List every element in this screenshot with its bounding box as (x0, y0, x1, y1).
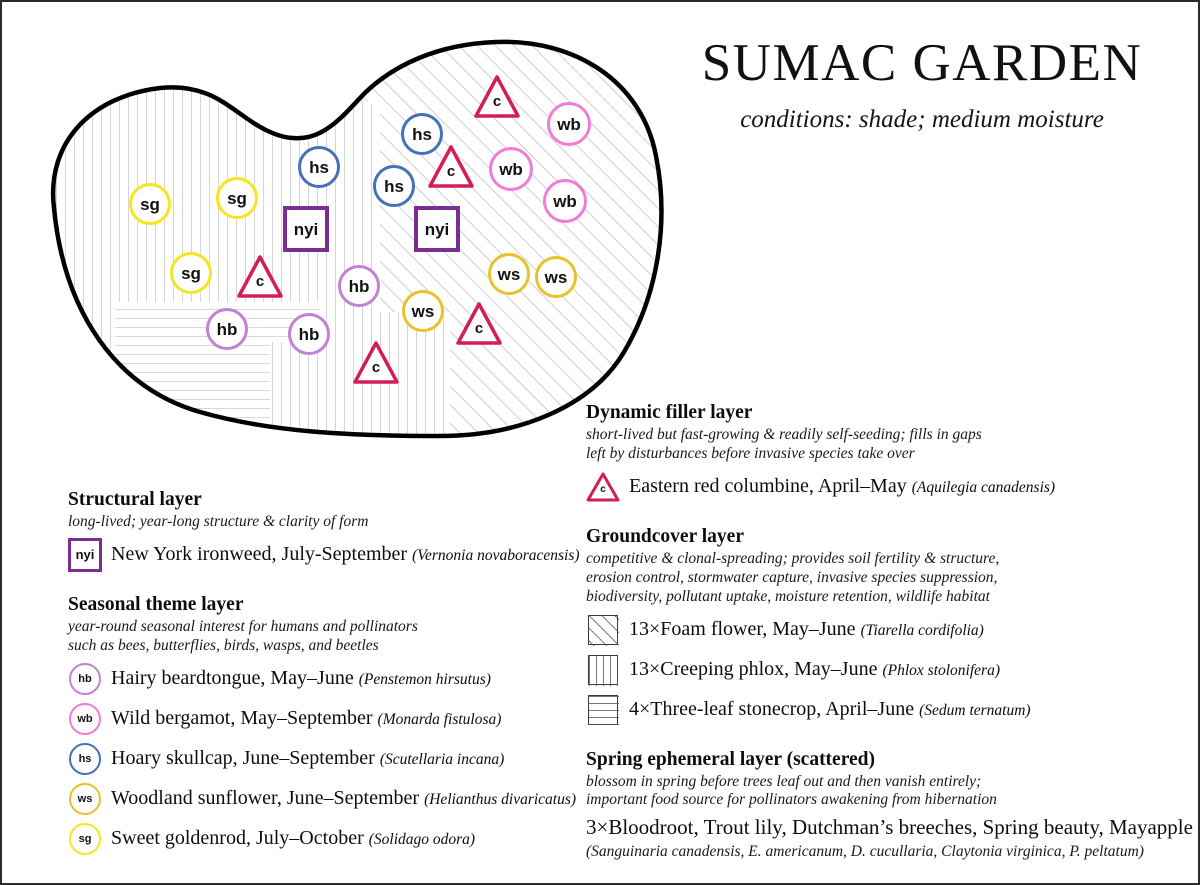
plant-common-name: New York ironweed, July-September (111, 543, 408, 566)
legend-entry-text (629, 475, 1055, 498)
marker-label: nyi (293, 219, 319, 239)
plant-scientific-name: (Solidago odora) (368, 831, 476, 849)
marker-label: hb (348, 276, 370, 296)
plant-quantity: 13× (629, 618, 661, 641)
desc-line: competitive & clonal-spreading; provides soil fertility & structure, (586, 549, 1000, 567)
legend-entry-text (111, 543, 580, 566)
plan-marker-hb[interactable] (206, 308, 248, 350)
marker-label: sg (181, 263, 201, 283)
plan-marker-sg[interactable] (170, 252, 212, 294)
legend-entry-new-york-ironweed[interactable] (68, 538, 580, 572)
desc-line: short-lived but fast-growing & readily self-seeding; fills in gaps (586, 426, 982, 443)
plant-common-name: Foam flower, May–June (660, 618, 856, 641)
swatch-sg-circle (68, 822, 102, 856)
section-title-groundcover: Groundcover layer (586, 525, 744, 547)
vertical-lines-icon (589, 656, 619, 686)
plan-marker-c[interactable] (236, 253, 284, 301)
marker-label: c (371, 359, 381, 376)
triangle-shape (236, 253, 284, 301)
marker-label: ws (411, 301, 435, 321)
plant-scientific-name: (Tiarella cordifolia) (860, 622, 984, 640)
plant-scientific-name: (Vernonia novaboracensis) (412, 547, 580, 565)
plan-marker-wb[interactable] (543, 179, 587, 223)
plan-marker-hb[interactable] (338, 265, 380, 307)
triangle-shape (473, 73, 521, 121)
bed-outline-svg (20, 12, 680, 462)
groundcover-entry-list (586, 613, 1186, 727)
swatch-pattern-horizontal (586, 693, 620, 727)
horizontal-lines-icon (589, 696, 619, 726)
plant-quantity: 4× (629, 698, 651, 721)
page-title: SUMAC GARDEN (701, 34, 1143, 92)
swatch-code: hb (78, 672, 92, 685)
section-desc-seasonal (68, 618, 568, 656)
plan-marker-c[interactable] (473, 73, 521, 121)
plant-common-name: Eastern red columbine, April–May (629, 475, 907, 498)
plan-marker-hs[interactable] (298, 146, 340, 188)
legend-entry-text (111, 667, 491, 690)
plan-marker-wb[interactable] (489, 147, 533, 191)
legend-spacer (586, 727, 1186, 749)
legend-entry-text (111, 707, 501, 730)
legend-entry-text (629, 698, 1031, 721)
legend-entry-text (629, 658, 1000, 681)
plan-marker-c[interactable] (427, 143, 475, 191)
legend-entry-sg[interactable] (68, 822, 568, 856)
plan-marker-wb[interactable] (547, 102, 591, 146)
legend-entry-wb[interactable] (68, 702, 568, 736)
spring-ephemeral-scientific-names: (Sanguinaria canadensis, E. americanum, D. cucullaria, Claytonia virginica, P. peltatum) (586, 843, 1144, 861)
desc-line: important food source for pollinators awakening from hibernation (586, 791, 997, 809)
section-desc-groundcover (586, 550, 1186, 607)
marker-label: hb (216, 319, 238, 339)
legend-entry-text (111, 827, 475, 850)
plant-common-name: Sweet goldenrod, July–October (111, 827, 364, 850)
plan-marker-sg[interactable] (216, 177, 258, 219)
plan-marker-ws[interactable] (402, 290, 444, 332)
plan-marker-hb[interactable] (288, 313, 330, 355)
legend-entry-text (111, 787, 576, 810)
legend-spacer (68, 572, 568, 594)
plant-scientific-name: (Monarda fistulosa) (377, 711, 502, 729)
legend-section-dynamic (586, 402, 1186, 504)
swatch-ironweed-square (68, 538, 102, 572)
triangle-shape (352, 339, 400, 387)
section-title-spring-ephemeral: Spring ephemeral layer (scattered) (586, 748, 876, 770)
title-block (662, 36, 1182, 134)
marker-label: c (492, 93, 502, 110)
desc-line: year-round seasonal interest for humans and pollinators (68, 617, 418, 635)
marker-label: c (474, 320, 484, 337)
triangle-shape (427, 143, 475, 191)
swatch-hs-circle (68, 742, 102, 776)
swatch-code: wb (77, 712, 93, 725)
marker-label: hs (384, 176, 404, 196)
diagonal-hatch-icon (589, 616, 619, 646)
plant-common-name: Hoary skullcap, June–September (111, 747, 375, 770)
swatch-wb-circle (68, 702, 102, 736)
plan-marker-c[interactable] (352, 339, 400, 387)
swatch-code: hs (78, 752, 92, 765)
section-title-dynamic: Dynamic filler layer (586, 402, 753, 423)
desc-line: blossom in spring before trees leaf out and then vanish entirely; (586, 772, 982, 790)
legend-spacer (586, 504, 1186, 526)
swatch-ws-circle (68, 782, 102, 816)
plan-marker-nyi[interactable] (283, 206, 329, 252)
legend-section-groundcover (586, 526, 1186, 727)
marker-label: wb (499, 159, 523, 179)
plant-common-name: Hairy beardtongue, May–June (111, 667, 354, 690)
plant-common-name: Woodland sunflower, June–September (111, 787, 420, 810)
swatch-code: nyi (75, 547, 95, 563)
swatch-code: sg (78, 832, 92, 845)
legend-section-seasonal (68, 593, 577, 856)
swatch-pattern-diagonal (586, 613, 620, 647)
plan-marker-hs[interactable] (373, 165, 415, 207)
plant-quantity: 13× (629, 658, 661, 681)
plant-scientific-name: (Phlox stolonifera) (882, 662, 1000, 680)
garden-conditions: conditions: shade; medium moisture (740, 105, 1104, 133)
swatch-columbine-triangle (586, 470, 620, 504)
legend-entry-groundcover[interactable] (586, 613, 1186, 647)
legend-entry-ws[interactable] (68, 782, 577, 816)
plant-scientific-name: (Helianthus divaricatus) (424, 791, 577, 809)
plan-marker-c[interactable] (455, 300, 503, 348)
section-desc-dynamic (586, 426, 1186, 464)
legend-section-structural (68, 489, 580, 572)
plant-common-name: Creeping phlox, May–June (660, 658, 878, 681)
plan-marker-sg[interactable] (129, 183, 171, 225)
section-desc-spring (586, 773, 1186, 811)
legend-entry-text (111, 747, 504, 770)
plan-marker-ws[interactable] (488, 253, 530, 295)
marker-label: hb (298, 324, 320, 344)
swatch-pattern-vertical (586, 653, 620, 687)
legend-section-spring (586, 748, 1193, 862)
section-desc-structural (68, 513, 568, 532)
desc-line: such as bees, butterflies, birds, wasps, and beetles (68, 636, 379, 654)
marker-label: c (255, 273, 265, 290)
legend-right-column (586, 402, 1193, 861)
legend-entry-groundcover[interactable] (586, 693, 1186, 727)
legend-entry-text (629, 618, 984, 641)
garden-bed-plan (20, 12, 680, 462)
legend-entry-hb[interactable] (68, 662, 568, 696)
desc-line: erosion control, stormwater capture, invasive species suppression, (586, 568, 998, 586)
swatch-code: c (600, 483, 606, 495)
marker-label: ws (497, 264, 521, 284)
marker-label: ws (544, 267, 568, 287)
marker-label: sg (227, 188, 247, 208)
plant-scientific-name: (Sedum ternatum) (919, 702, 1031, 720)
spring-ephemeral-species-list: 3×Bloodroot, Trout lily, Dutchman’s breeches, Spring beauty, Mayapple (586, 815, 1193, 840)
triangle-shape (455, 300, 503, 348)
swatch-code: ws (77, 792, 93, 805)
plant-scientific-name: (Scutellaria incana) (379, 751, 505, 769)
swatch-hb-circle (68, 662, 102, 696)
seasonal-entry-list (68, 662, 577, 856)
plan-marker-ws[interactable] (535, 256, 577, 298)
marker-label: nyi (424, 219, 450, 239)
marker-label: hs (412, 124, 432, 144)
marker-label: sg (140, 194, 160, 214)
desc-line: long-lived; year-long structure & clarity of form (68, 513, 369, 530)
plan-marker-nyi[interactable] (414, 206, 460, 252)
plant-common-name: Three-leaf stonecrop, April–June (650, 698, 915, 721)
legend-entry-hs[interactable] (68, 742, 568, 776)
legend-left-column (68, 489, 580, 856)
desc-line: left by disturbances before invasive species take over (586, 444, 915, 462)
legend-entry-groundcover[interactable] (586, 653, 1186, 687)
section-title-seasonal: Seasonal theme layer (68, 593, 244, 615)
marker-label: c (446, 163, 456, 180)
desc-line: biodiversity, pollutant uptake, moisture retention, wildlife habitat (586, 587, 990, 605)
marker-label: hs (309, 157, 329, 177)
plant-scientific-name: (Aquilegia canadensis) (911, 479, 1056, 497)
plant-scientific-name: (Penstemon hirsutus) (358, 671, 491, 689)
plant-common-name: Wild bergamot, May–September (111, 707, 373, 730)
marker-label: wb (553, 191, 577, 211)
marker-label: wb (557, 114, 581, 134)
section-title-structural: Structural layer (68, 489, 202, 510)
legend-entry-eastern-red-columbine[interactable] (586, 470, 1186, 504)
